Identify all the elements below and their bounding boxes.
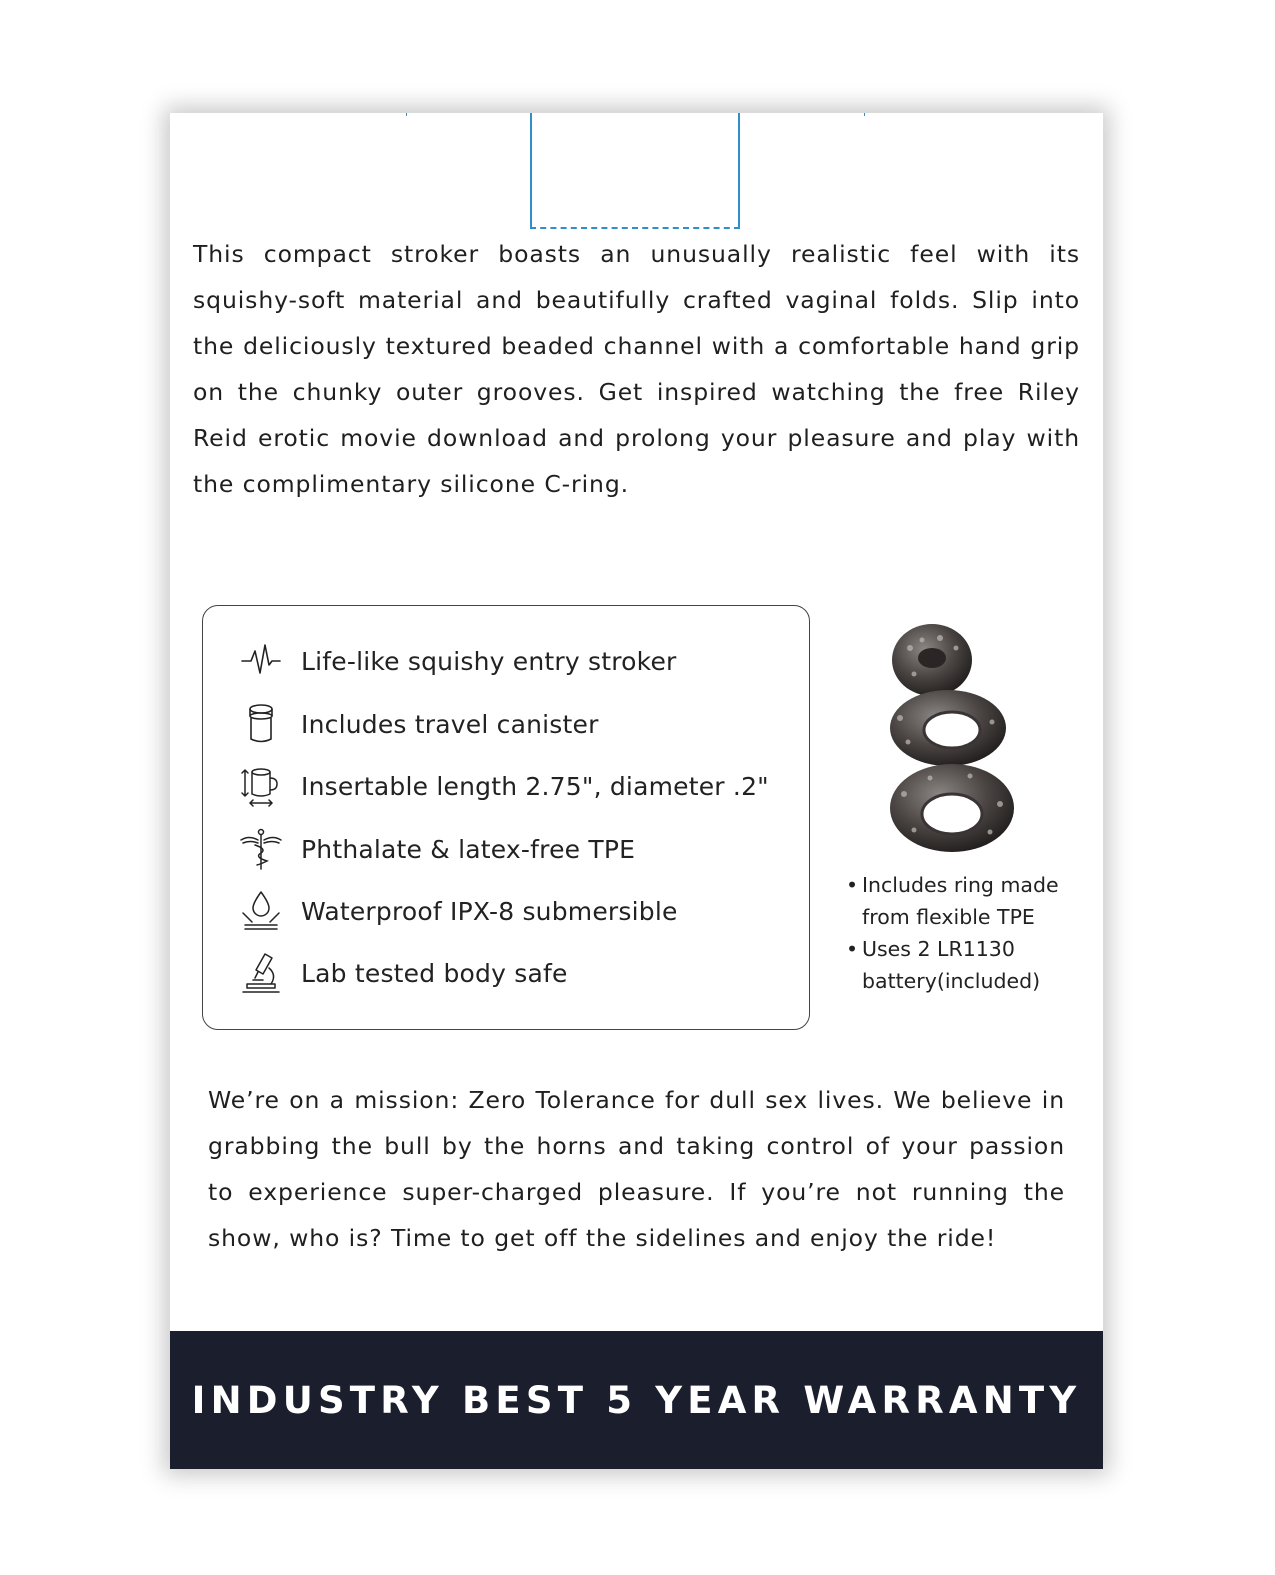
product-description: This compact stroker boasts an unusually realistic feel with its squishy-soft material and beautifully crafted vaginal folds. Slip into the deliciously textured beaded channel with a comfortable hand grip on the chunky outer grooves. Get inspired watching the free Riley Reid erotic movie download and prolong your pleasure and play with the complimentary silicone C-ring. (193, 240, 1080, 498)
trim-mark (864, 113, 865, 116)
feature-item (237, 949, 568, 997)
mission-statement: We’re on a mission: Zero Tolerance for dull sex lives. We believe in grabbing the bull by the horns and taking control of your passion to experience super-charged pleasure. If you’re not running the show, who is? Time to get off the sidelines and enjoy the ride! (208, 1086, 1065, 1252)
feature-item (237, 762, 769, 810)
feature-label: Includes travel canister (301, 709, 599, 739)
feature-label: Lab tested body safe (301, 958, 568, 988)
trim-mark (406, 113, 407, 116)
accessory-bullets (846, 869, 1086, 997)
feature-item (237, 887, 678, 935)
features-box (202, 605, 810, 1030)
feature-label: Waterproof IPX-8 submersible (301, 896, 678, 926)
feature-label: Insertable length 2.75", diameter .2" (301, 771, 769, 801)
bullet-item: • Uses 2 LR1130 battery(included) (846, 933, 1086, 997)
microscope-icon (237, 949, 285, 997)
window-cutout-outline (530, 113, 740, 229)
c-ring-product-image (870, 618, 1030, 868)
feature-label: Phthalate & latex-free TPE (301, 834, 636, 864)
measure-icon (237, 762, 285, 810)
bullet-item: • Includes ring made from flexible TPE (846, 869, 1086, 933)
feature-label: Life-like squishy entry stroker (301, 646, 677, 676)
warranty-banner (170, 1331, 1103, 1469)
caduceus-icon (237, 825, 285, 873)
pulse-icon (237, 637, 285, 685)
package-back-panel (170, 113, 1103, 1469)
water-drop-icon (237, 887, 285, 935)
feature-item (237, 700, 599, 748)
canister-icon (237, 700, 285, 748)
warranty-text: INDUSTRY BEST 5 YEAR WARRANTY (191, 1378, 1082, 1422)
feature-item (237, 637, 677, 685)
feature-item (237, 825, 635, 873)
